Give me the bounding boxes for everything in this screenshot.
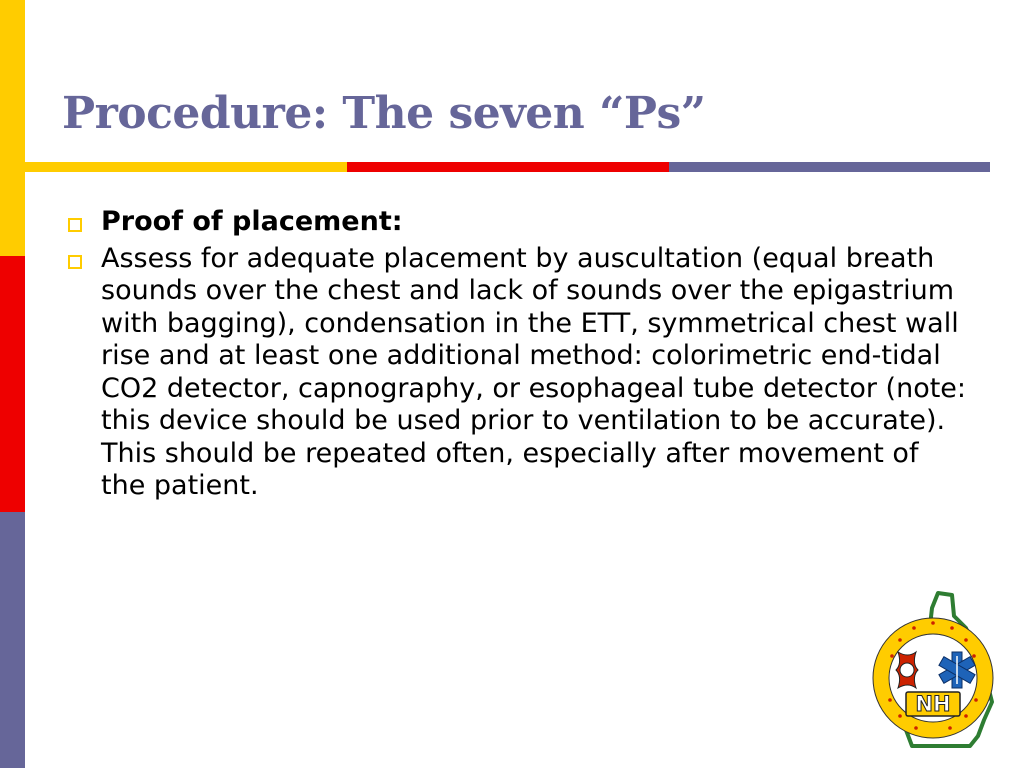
square-bullet-icon <box>68 255 82 269</box>
left-accent-bar-yellow <box>0 0 25 256</box>
bullet-item-proof-of-placement <box>66 206 966 239</box>
slide-title: Procedure: The seven “Ps” <box>62 88 706 139</box>
square-bullet-icon <box>68 218 82 232</box>
left-accent-bar-purple <box>0 512 25 768</box>
title-rule-red <box>347 162 669 172</box>
nh-fire-ems-logo <box>862 590 1004 748</box>
bullet-list <box>66 206 966 507</box>
bullet-text: Assess for adequate placement by auscultation (equal breath sounds over the chest and lack of sounds over the epigastrium with bagging), condensation in the ETT, symmetrical chest wall rise and at least one additional method: colorimetric end-tidal CO2 detector, capnography, or esophageal tube detector (note: this device should be used prior to ventilation to be accurate). This should be repeated often, especially after movement of the patient. <box>101 242 967 501</box>
title-rule-purple <box>669 162 990 172</box>
title-rule-yellow <box>25 162 347 172</box>
bullet-text: Proof of placement: <box>101 206 403 237</box>
bullet-item-assessment <box>66 243 966 503</box>
nh-letters: NH <box>915 692 951 716</box>
left-accent-bar-red <box>0 256 25 512</box>
